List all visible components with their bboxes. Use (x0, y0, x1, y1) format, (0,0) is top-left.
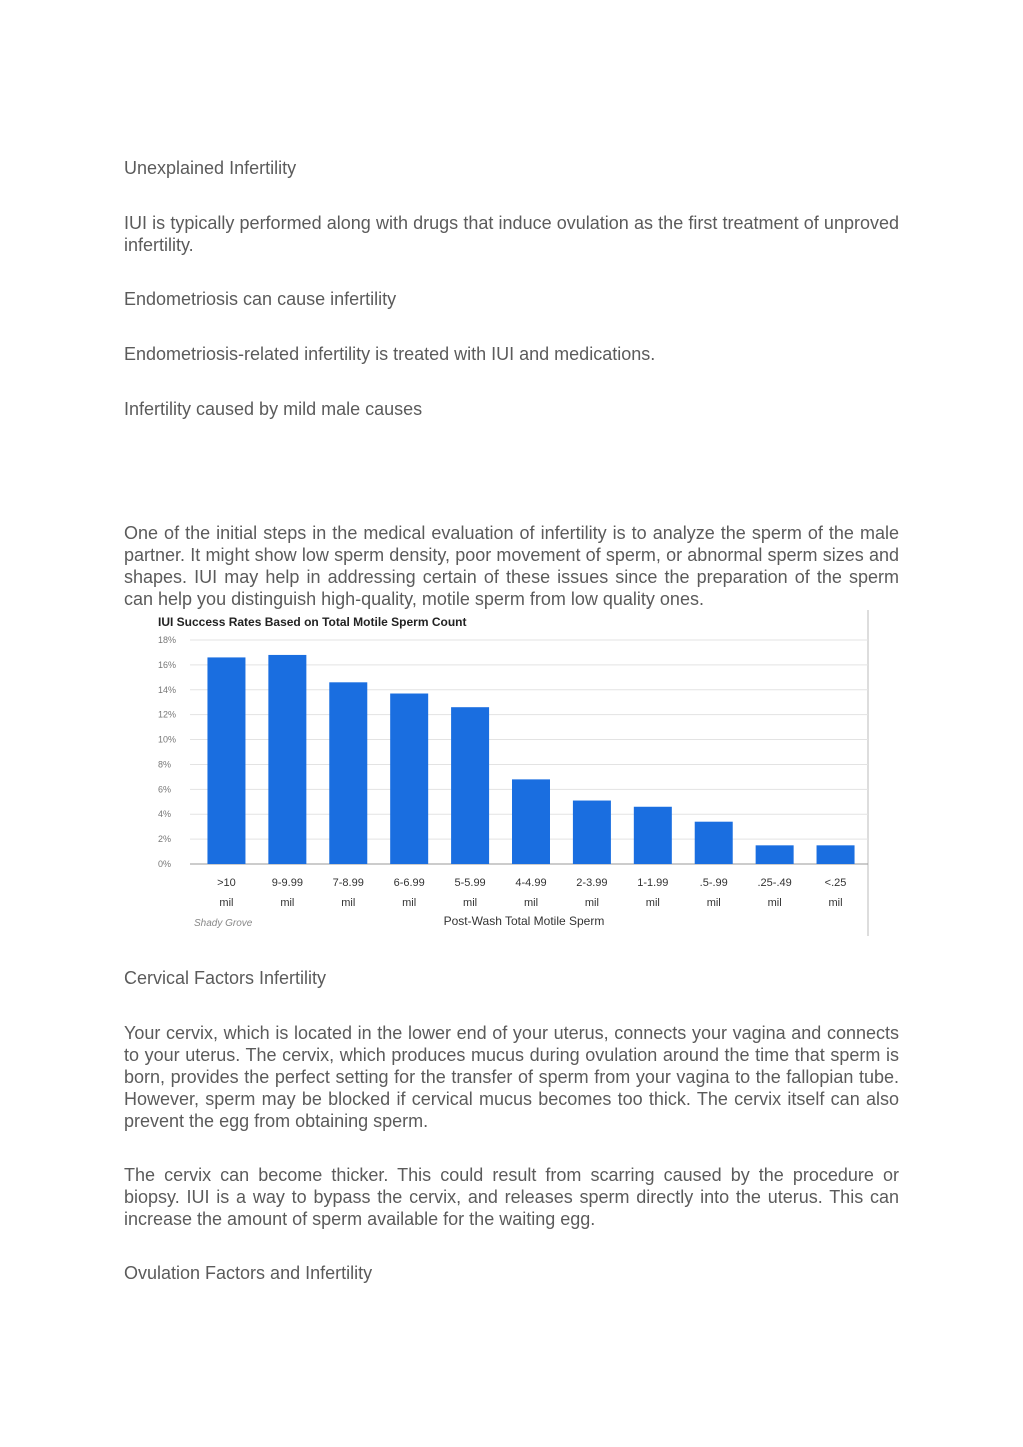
y-tick-label: 2% (158, 834, 172, 845)
x-tick-label: mil (463, 897, 478, 909)
heading-male-causes: Infertility caused by mild male causes (124, 399, 423, 419)
x-tick-label: 7-8.99 (332, 877, 364, 889)
chart-x-axis-label: Post-Wash Total Motile Sperm (443, 914, 605, 928)
y-tick-label: 10% (158, 734, 177, 745)
x-tick-label: .5-.99 (699, 877, 728, 889)
x-tick-label: mil (706, 897, 721, 909)
bar (817, 845, 855, 864)
paragraph-endometriosis-treatment: Endometriosis-related infertility is treated with IUI and medications. (124, 344, 656, 364)
y-tick-label: 0% (158, 859, 172, 869)
bar (756, 845, 794, 864)
chart-title: IUI Success Rates Based on Total Motile Sperm Count (158, 615, 467, 629)
y-tick-label: 12% (158, 709, 177, 720)
x-tick-label: 1-1.99 (637, 877, 669, 889)
x-tick-label: mil (645, 897, 660, 909)
heading-cervical-factors: Cervical Factors Infertility (124, 968, 327, 988)
x-tick-label: mil (341, 897, 356, 909)
x-tick-label: 5-5.99 (454, 877, 486, 889)
paragraph-cervix-description: Your cervix, which is located in the lower end of your uterus, connects your vagina and connects to your uterus. The cervix, which produces mucus during ovulation around the time that sperm is born, provides the perfect setting for the transfer of sperm from your vagina to the fallopian tube. However, sperm may be blocked if cervical mucus becomes too thick. The cervix itself can also prevent the egg from obtaining sperm. (124, 1023, 899, 1131)
x-tick-label: .25-.49 (757, 877, 792, 889)
heading-endometriosis: Endometriosis can cause infertility (124, 289, 397, 309)
y-tick-label: 6% (158, 784, 172, 795)
y-tick-label: 18% (158, 635, 177, 645)
paragraph-cervix-thicker: The cervix can become thicker. This could result from scarring caused by the procedure or biopsy. IUI is a way to bypass the cervix, and releases sperm directly into the uterus. This can increase the amount of sperm available for the waiting egg. (124, 1165, 899, 1229)
x-tick-label: mil (280, 897, 295, 909)
bar (573, 801, 611, 864)
y-tick-label: 14% (158, 684, 177, 695)
y-tick-label: 4% (158, 809, 172, 820)
x-tick-label: mil (767, 897, 782, 909)
iui-success-rate-chart (150, 610, 870, 936)
x-tick-label: <.25 (824, 877, 847, 889)
bar (329, 682, 367, 864)
x-tick-label: 4-4.99 (515, 877, 547, 889)
y-tick-label: 16% (158, 659, 177, 670)
x-tick-label: mil (828, 897, 843, 909)
x-tick-label: 6-6.99 (393, 877, 425, 889)
bar (695, 822, 733, 864)
bar (451, 707, 489, 864)
chart-source-label: Shady Grove (194, 918, 253, 929)
y-tick-label: 8% (158, 759, 172, 770)
x-tick-label: 2-3.99 (576, 877, 608, 889)
heading-ovulation-factors: Ovulation Factors and Infertility (124, 1263, 373, 1283)
bar (634, 807, 672, 864)
heading-unexplained-infertility: Unexplained Infertility (124, 158, 297, 178)
bar (268, 655, 306, 864)
bar (207, 657, 245, 864)
bar (390, 694, 428, 864)
x-tick-label: mil (584, 897, 599, 909)
x-tick-label: mil (523, 897, 539, 909)
x-tick-label: >10 (217, 877, 236, 889)
x-tick-label: mil (219, 897, 234, 909)
paragraph-iui-ovulation-drugs: IUI is typically performed along with drugs that induce ovulation as the first treatment of unproved infertility. (124, 213, 899, 255)
paragraph-sperm-evaluation: One of the initial steps in the medical evaluation of infertility is to analyze the sperm of the male partner. It might show low sperm density, poor movement of sperm, or abnormal sperm sizes and shapes. IUI may help in addressing certain of these issues since the preparation of the sperm can help you distinguish high-quality, motile sperm from low quality ones. (124, 523, 899, 609)
bar (512, 779, 550, 864)
x-tick-label: mil (402, 897, 417, 909)
x-tick-label: 9-9.99 (271, 877, 303, 889)
